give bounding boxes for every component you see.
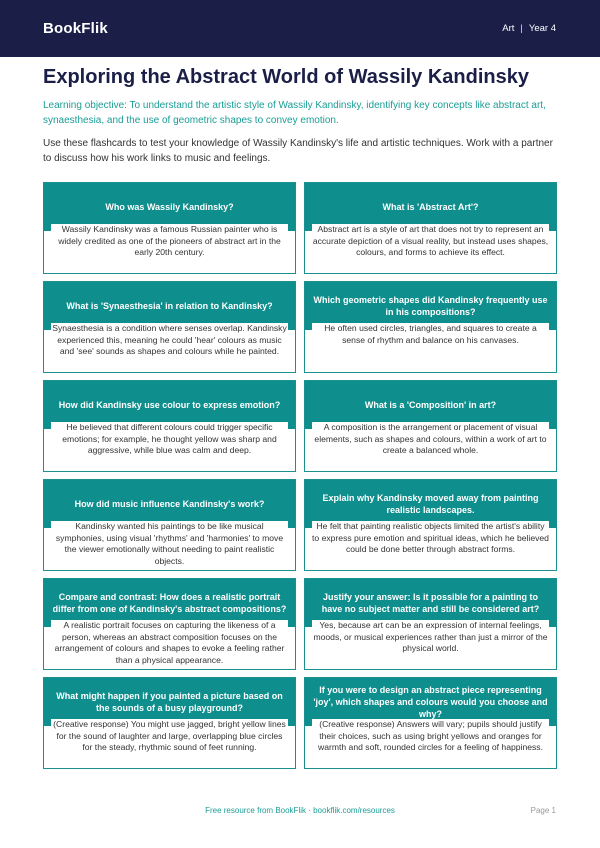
flashcard[interactable]	[43, 578, 296, 670]
flashcard-answer: Wassily Kandinsky was a famous Russian painter who is widely credited as one of the pioneers of abstract art in the early 20th century.	[51, 224, 288, 259]
flashcard-answer-area	[305, 521, 556, 570]
flashcard-answer: (Creative response) Answers will vary; pupils should justify their choices, such as using bright yellows and oranges for warmth and soft, rounded circles for a feeling of happiness.	[312, 719, 549, 754]
breadcrumb	[502, 23, 556, 34]
flashcard-answer-area	[44, 620, 295, 669]
flashcard-answer-area	[44, 521, 295, 570]
flashcard[interactable]	[43, 479, 296, 571]
flashcard-answer-area	[305, 224, 556, 273]
flashcard-answer: Abstract art is a style of art that does not try to represent an accurate depiction of a visual reality, but instead uses shapes, colours, and forms to achieve its effect.	[312, 224, 549, 257]
top-bar	[0, 0, 600, 57]
flashcard-answer: A realistic portrait focuses on capturing the likeness of a person, whereas an abstract composition focuses on the arrangement of colours and shapes to evoke a feeling rather than a physical appearance.	[51, 620, 288, 666]
flashcard-question: How did music influence Kandinsky's work?	[44, 480, 295, 528]
flashcard-answer: He felt that painting realistic objects limited the artist's ability to express pure emotion and spiritual ideas, which he believed could be done better through abstract forms.	[312, 521, 549, 554]
flashcard[interactable]	[43, 281, 296, 373]
flashcard-question: Justify your answer: Is it possible for a painting to have no subject matter and still be considered art?	[305, 579, 556, 627]
flashcard-question: Who was Wassily Kandinsky?	[44, 183, 295, 231]
flashcard-answer-area	[305, 422, 556, 471]
year-label: Year 4	[528, 23, 556, 34]
flashcard-answer: Yes, because art can be an expression of internal feelings, moods, or musical experiences rather than just a mirror of the physical world.	[313, 620, 548, 653]
flashcard-answer: He often used circles, triangles, and squares to create a sense of rhythm and balance on his canvases.	[312, 323, 549, 346]
flashcard-question: What is 'Synaesthesia' in relation to Kandinsky?	[44, 282, 295, 330]
flashcard[interactable]	[304, 281, 557, 373]
flashcard-question: If you were to design an abstract piece representing 'joy', which shapes and colours would you choose and why?	[305, 678, 556, 726]
flashcard-answer-area	[44, 323, 295, 372]
flashcard-answer: He believed that different colours could trigger specific emotions; for example, he thought yellow was sharp and aggressive, while blue was calm and deep.	[51, 422, 288, 457]
flashcard[interactable]	[304, 677, 557, 769]
flashcard-answer-area	[305, 719, 556, 768]
flashcard-answer-area	[305, 323, 556, 372]
flashcard[interactable]	[43, 677, 296, 769]
flashcard-question: Which geometric shapes did Kandinsky frequently use in his compositions?	[305, 282, 556, 330]
flashcard-answer: (Creative response) You might use jagged, bright yellow lines for the sound of laughter and large, overlapping blue circles for the steady, rhythmic sound of feet running.	[51, 719, 288, 754]
flashcard[interactable]	[304, 182, 557, 274]
flashcard-answer-area	[44, 224, 295, 273]
flashcard-answer-area	[44, 422, 295, 471]
flashcard-question: What is a 'Composition' in art?	[305, 381, 556, 429]
flashcard-answer: A composition is the arrangement or placement of visual elements, such as shapes and colours, within a work of art to create a balanced whole.	[312, 422, 549, 457]
flashcard-question: Explain why Kandinsky moved away from painting realistic landscapes.	[305, 480, 556, 528]
intro-text: Use these flashcards to test your knowledge of Wassily Kandinsky's life and artistic techniques. Work with a partner to discuss how his work links to music and feelings.	[43, 138, 553, 164]
flashcard-question: Compare and contrast: How does a realistic portrait differ from one of Kandinsky's abstract compositions?	[44, 579, 295, 627]
flashcard-answer: Synaesthesia is a condition where senses overlap. Kandinsky experienced this, meaning he could 'hear' colours as music and 'see' sounds as shapes and colours while he painted.	[52, 323, 287, 356]
flashcard-answer-area	[44, 719, 295, 768]
footer-credit[interactable]: Free resource from BookFlik · bookflik.com/resources	[205, 806, 395, 815]
page-number: Page 1	[530, 806, 556, 815]
flashcard-answer-area	[305, 620, 556, 669]
brand-logo[interactable]: BookFlik	[43, 20, 108, 37]
page-title: Exploring the Abstract World of Wassily Kandinsky	[43, 66, 530, 88]
flashcard[interactable]	[304, 380, 557, 472]
flashcard[interactable]	[304, 479, 557, 571]
flashcard[interactable]	[304, 578, 557, 670]
subject-label: Art	[502, 23, 515, 34]
flashcard-question: What is 'Abstract Art'?	[305, 183, 556, 231]
flashcard-question: How did Kandinsky use colour to express emotion?	[44, 381, 295, 429]
flashcard[interactable]	[43, 380, 296, 472]
learning-objective: Learning objective: To understand the artistic style of Wassily Kandinsky, identifying key concepts like abstract art, synaesthesia, and the use of geometric shapes to convey emotion.	[43, 100, 546, 126]
flashcard[interactable]	[43, 182, 296, 274]
flashcard-answer: Kandinsky wanted his paintings to be like musical symphonies, using visual 'rhythms' and 'harmonies' to move the viewer emotionally without needing to paint realistic objects.	[51, 521, 288, 567]
flashcard-grid	[43, 182, 557, 769]
flashcard-question: What might happen if you painted a picture based on the sounds of a busy playground?	[44, 678, 295, 726]
breadcrumb-separator: |	[520, 23, 523, 34]
